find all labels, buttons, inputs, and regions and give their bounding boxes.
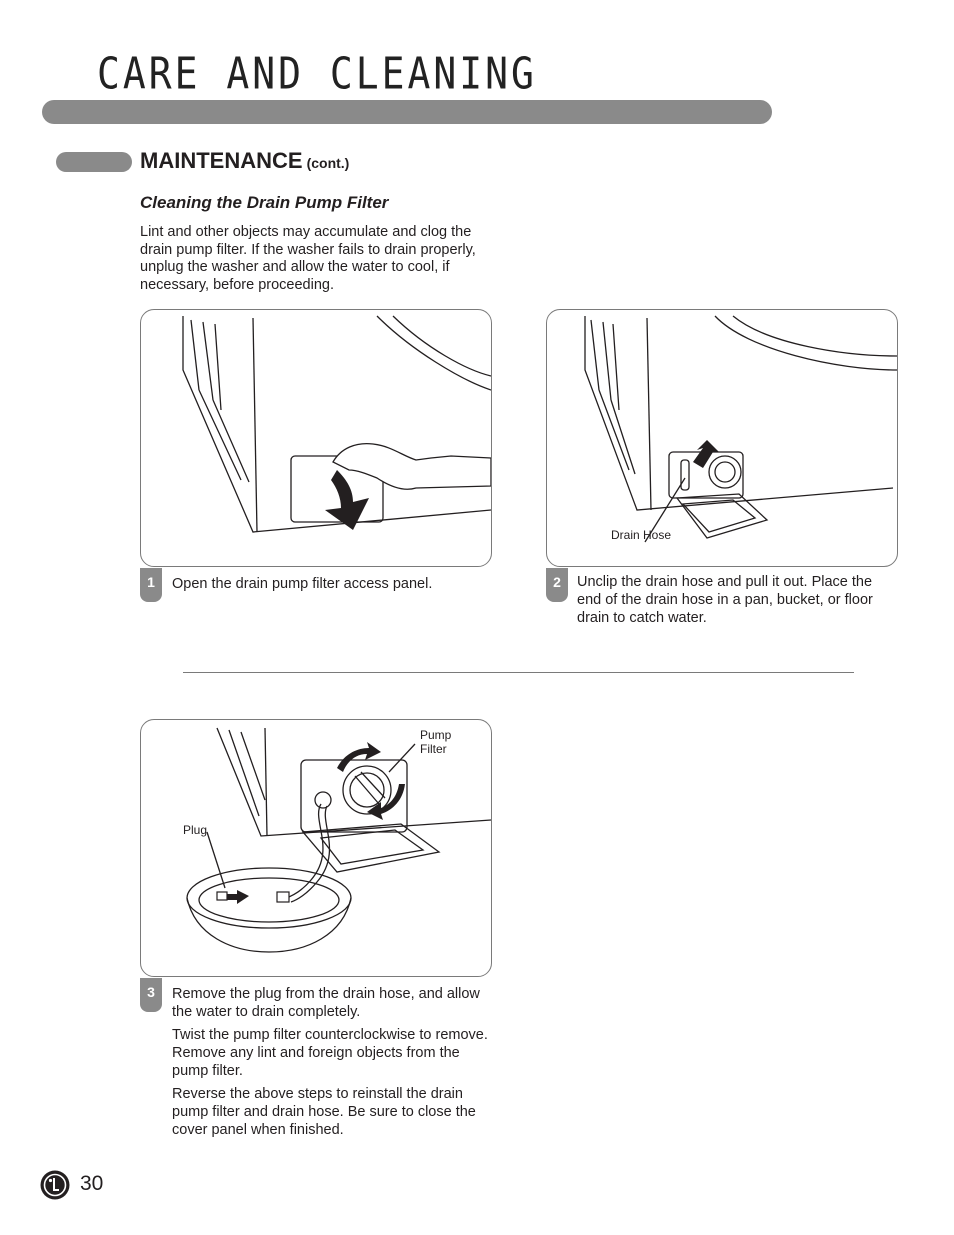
step-3-text	[172, 985, 492, 1144]
page-number: 30	[80, 1172, 104, 1195]
step-3-badge: 3	[140, 978, 162, 1012]
drain-hose-callout: Drain Hose	[611, 528, 672, 542]
step-2-badge: 2	[546, 568, 568, 602]
page-title: CARE AND CLEANING	[97, 48, 537, 99]
section-title-text: MAINTENANCE	[140, 148, 303, 173]
title-bar	[42, 100, 772, 124]
plug-callout: Plug	[183, 823, 208, 837]
step-2-paragraph: Unclip the drain hose and pull it out. Place the end of the drain hose in a pan, bucket, or floor drain to catch water.	[577, 574, 873, 626]
step-2-text	[577, 573, 899, 632]
lg-logo-icon	[40, 1170, 70, 1200]
pump-filter-callout: Pump Filter	[420, 728, 452, 756]
step-2-illustration	[546, 309, 898, 567]
section-title-cont: (cont.)	[306, 155, 350, 171]
step-1-illustration	[140, 309, 492, 567]
section-pill	[56, 152, 132, 172]
step-3-paragraph-3: Reverse the above steps to reinstall the drain pump filter and drain hose. Be sure to close the cover panel when finished.	[172, 1086, 476, 1138]
step-3-illustration	[140, 719, 492, 977]
washer-access-panel-drawing	[141, 310, 491, 566]
washer-drain-hose-drawing	[547, 310, 897, 566]
intro-paragraph: Lint and other objects may accumulate and clog the drain pump filter. If the washer fails to drain properly, unplug the washer and allow the water to cool, if necessary, before proceeding.	[140, 224, 476, 293]
sub-title: Cleaning the Drain Pump Filter	[140, 193, 389, 212]
step-1-badge: 1	[140, 568, 162, 602]
section-divider	[183, 672, 854, 673]
step-3-paragraph-2: Twist the pump filter counterclockwise to remove. Remove any lint and foreign objects from the pump filter.	[172, 1027, 488, 1079]
step-3-paragraph-1: Remove the plug from the drain hose, and allow the water to drain completely.	[172, 986, 480, 1020]
washer-pump-filter-drawing	[141, 720, 491, 976]
step-1-paragraph: Open the drain pump filter access panel.	[172, 576, 433, 592]
step-1-text	[172, 575, 492, 598]
section-title	[140, 148, 349, 174]
